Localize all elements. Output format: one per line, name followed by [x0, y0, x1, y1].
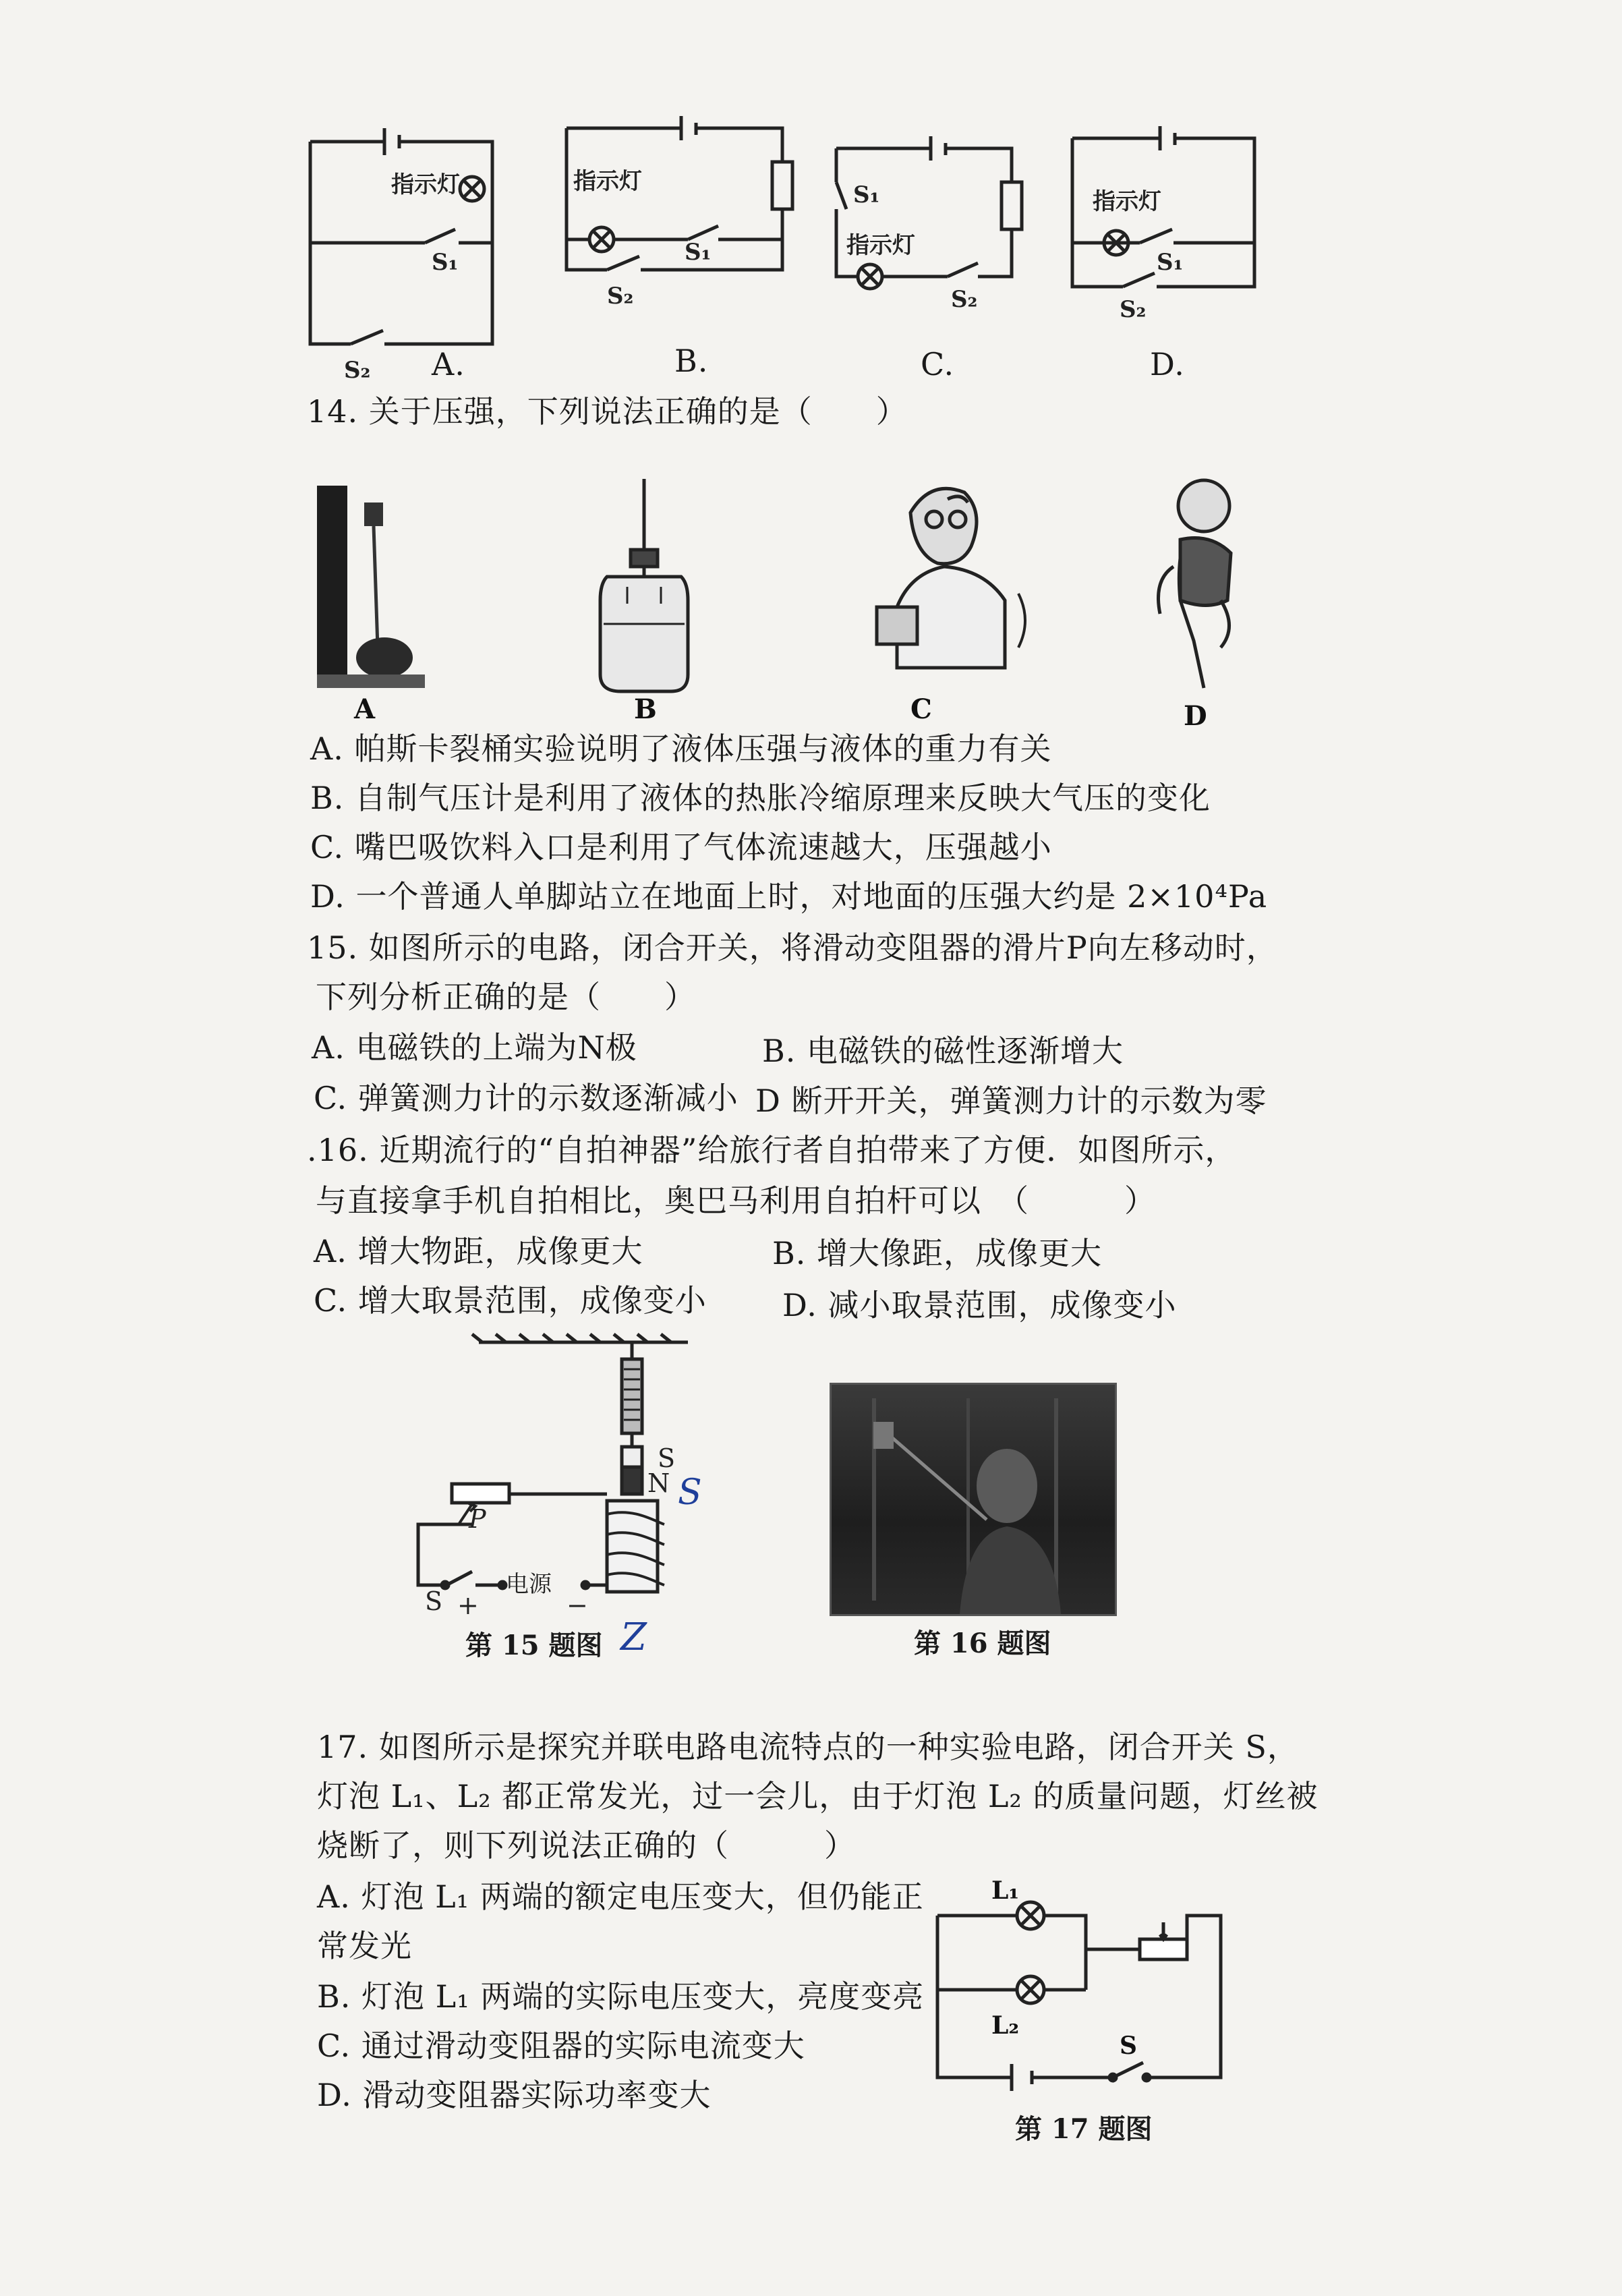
q16-stem-line1: .16. 近期流行的“自拍神器”给旅行者自拍带来了方便．如图所示，: [307, 1132, 1237, 1168]
q17-l2-label: L₂: [991, 2011, 1020, 2040]
q15-figure-electromagnet: [405, 1332, 782, 1615]
q14-figure-label-b: B: [634, 693, 657, 725]
q17-switch-label: S: [1120, 2032, 1137, 2060]
q14-figures: [303, 465, 1281, 728]
q17-stem-line1: 17. 如图所示是探究并联电路电流特点的一种实验电路，闭合开关 S，: [317, 1729, 1299, 1765]
q13-c-lamp-label: 指示灯: [846, 232, 915, 259]
q13-option-d-label: D.: [1150, 346, 1185, 382]
q15-magnet-s-label: S: [658, 1443, 676, 1473]
q14-figure-label-c: C: [910, 693, 932, 725]
q16-choice-b: B. 增大像距，成像更大: [772, 1235, 1103, 1271]
q15-choice-c: C. 弹簧测力计的示数逐渐减小: [314, 1080, 738, 1116]
q14-figure-d-child: [1159, 480, 1232, 688]
q16-choice-d: D. 减小取景范围，成像变小: [782, 1287, 1177, 1323]
q16-stem-line2: 与直接拿手机自拍相比，奥巴马利用自拍杆可以 （ ）: [316, 1182, 1156, 1219]
q14-figure-label-a: A: [354, 693, 376, 725]
q14-choice-d: D. 一个普通人单脚站立在地面上时，对地面的压强大约是 2×10⁴Pa: [310, 878, 1268, 915]
q17-stem-line2: 灯泡 L₁、L₂ 都正常发光，过一会儿，由于灯泡 L₂ 的质量问题，灯丝被: [317, 1778, 1319, 1814]
q17-choice-c: C. 通过滑动变阻器的实际电流变大: [317, 2028, 805, 2064]
q17-choice-b: B. 灯泡 L₁ 两端的实际电压变大，亮度变亮: [317, 1978, 925, 2015]
q14-stem: 14. 关于压强，下列说法正确的是（ ）: [307, 393, 908, 430]
q13-c-s1: S₁: [853, 181, 880, 208]
q16-choice-a: A. 增大物距，成像更大: [314, 1233, 643, 1269]
q13-d-s1: S₁: [1157, 249, 1184, 276]
q15-power-label: 电源: [506, 1571, 552, 1598]
q13-a-lamp-label: 指示灯: [391, 171, 460, 198]
q14-figure-b-barometer: [600, 479, 688, 691]
q15-stem-line1: 15. 如图所示的电路，闭合开关，将滑动变阻器的滑片P向左移动时，: [307, 929, 1278, 966]
q15-plus-sign: +: [457, 1590, 479, 1615]
q15-handwritten-s: S: [678, 1472, 702, 1513]
q16-photo-shapes: [832, 1385, 1115, 1614]
q15-handwritten-mark: Z: [620, 1615, 647, 1659]
q15-magnet-n-label: N: [647, 1468, 670, 1498]
q13-option-b-label: B.: [674, 343, 709, 379]
q15-slider-p-label: P: [469, 1504, 486, 1534]
q13-d-s2: S₂: [1120, 296, 1147, 323]
q17-figure-parallel-circuit: [917, 1875, 1241, 2104]
q13-a-s2: S₂: [344, 357, 371, 384]
q15-caption: 第 15 题图: [465, 1630, 603, 1661]
q15-minus-sign: −: [567, 1590, 588, 1615]
q13-b-s1: S₁: [685, 239, 712, 266]
q13-b-lamp-label: 指示灯: [573, 168, 642, 195]
q13-b-s2: S₂: [607, 283, 634, 310]
q14-choice-b: B. 自制气压计是利用了液体的热胀冷缩原理来反映大气压的变化: [310, 780, 1211, 816]
q13-circuit-a: [310, 128, 492, 344]
q14-choice-a: A. 帕斯卡裂桶实验说明了液体压强与液体的重力有关: [310, 730, 1052, 767]
q17-caption: 第 17 题图: [1015, 2113, 1153, 2145]
q16-selfie-photo: [830, 1383, 1117, 1616]
q14-figure-c-drinking-person: [877, 488, 1025, 668]
q14-figure-label-d: D: [1184, 700, 1207, 728]
q14-figure-a-pascal-barrel: [317, 486, 425, 688]
q17-l1-label: L₁: [991, 1876, 1020, 1905]
q15-choice-a: A. 电磁铁的上端为N极: [312, 1029, 637, 1066]
q15-choice-b: B. 电磁铁的磁性逐渐增大: [762, 1033, 1124, 1069]
q13-a-s1: S₁: [432, 249, 459, 276]
q13-d-lamp-label: 指示灯: [1093, 188, 1161, 215]
q17-choice-a-line2: 常发光: [317, 1928, 412, 1964]
q13-circuit-c: [836, 136, 1022, 289]
q13-option-c-label: C.: [921, 346, 955, 382]
q13-c-s2: S₂: [951, 286, 978, 313]
q17-choice-d: D. 滑动变阻器实际功率变大: [317, 2077, 712, 2113]
q13-option-a-label: A.: [432, 346, 465, 382]
q14-choice-c: C. 嘴巴吸饮料入口是利用了气体流速越大，压强越小: [310, 829, 1052, 865]
q16-choice-c: C. 增大取景范围，成像变小: [314, 1282, 707, 1319]
q17-stem-line3: 烧断了，则下列说法正确的（ ）: [317, 1827, 856, 1864]
q16-caption: 第 16 题图: [914, 1628, 1051, 1659]
q15-stem-line2: 下列分析正确的是（ ）: [316, 979, 696, 1015]
q15-choice-d: D 断开开关，弹簧测力计的示数为零: [755, 1083, 1267, 1119]
q17-choice-a-line1: A. 灯泡 L₁ 两端的额定电压变大，但仍能正: [317, 1878, 924, 1915]
q15-switch-label: S: [425, 1586, 443, 1615]
